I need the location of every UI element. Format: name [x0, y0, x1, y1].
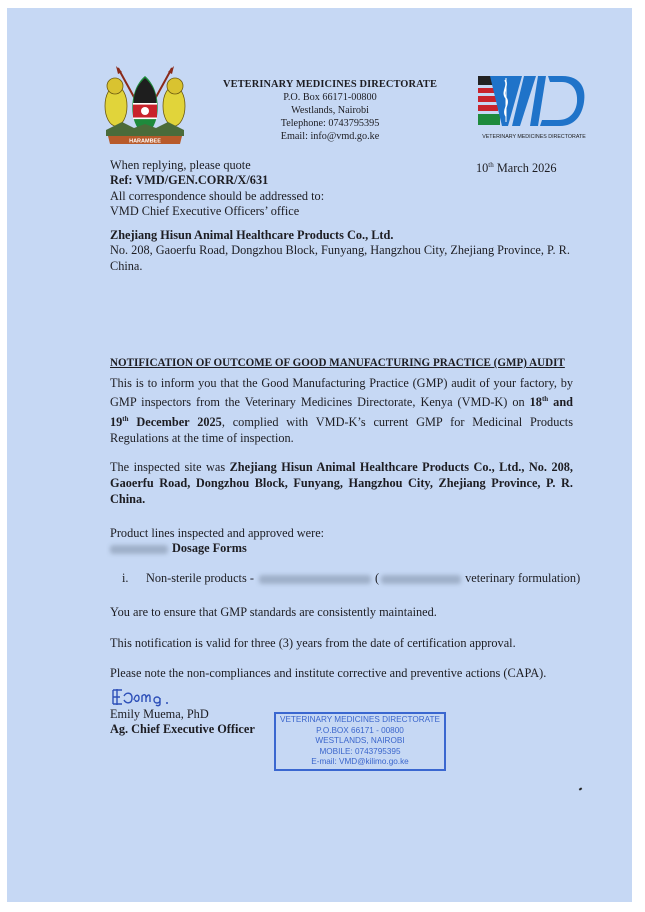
- p1-sup2: th: [122, 414, 129, 423]
- signatory-name: Emily Muema, PhD: [110, 707, 209, 721]
- paragraph-validity: This notification is valid for three (3) years from the date of certification approval.: [110, 636, 516, 650]
- paragraph-audit-outcome: [110, 375, 573, 446]
- p2-site-address: Zhejiang Hisun Animal Healthcare Products Co., Ltd., No. 208, Gaoerfu Road, Dongzhou Block, Funyang, Hangzhou City, Zhejiang Province, P. R. China.: [110, 460, 573, 507]
- product-list-item: [122, 571, 581, 586]
- redacted-text: [110, 545, 168, 554]
- correspondence-line: All correspondence should be addressed to:: [110, 188, 325, 203]
- reference-number: Ref: VMD/GEN.CORR/X/631: [110, 173, 269, 188]
- signatory-title: Ag. Chief Executive Officer: [110, 722, 255, 737]
- p1-day2: and 19: [110, 395, 573, 429]
- product-lines-intro: Product lines inspected and approved were:: [110, 526, 325, 540]
- stamp-line-pobox: P.O.BOX 66171 - 00800: [316, 725, 404, 735]
- stamp-line-org: VETERINARY MEDICINES DIRECTORATE: [280, 715, 440, 724]
- quote-line: When replying, please quote: [110, 158, 251, 172]
- p1-sup1: th: [541, 395, 549, 404]
- addressee-block: [110, 228, 573, 274]
- letter-date: [476, 158, 586, 177]
- redacted-text: [381, 575, 461, 584]
- addressee-address: No. 208, Gaoerfu Road, Dongzhou Block, Funyang, Hangzhou City, Zhejiang Province, P. R. China.: [110, 243, 570, 273]
- paragraph-inspected-site: [110, 459, 573, 508]
- p1-text-a: This is to inform you that the Good Manufacturing Practice (GMP) audit of your factory, by GMP inspectors from the Veterinary Medicines Directorate, Kenya (VMD-K) on: [110, 376, 573, 410]
- signatory-block: [110, 707, 280, 738]
- telephone: Telephone: 0743795395: [280, 118, 380, 129]
- item-text-b: veterinary formulation): [465, 571, 581, 585]
- vmd-logo-icon: [478, 72, 590, 144]
- dosage-forms-label: Dosage Forms: [172, 541, 247, 556]
- paragraph-maintain: You are to ensure that GMP standards are consistently maintained.: [110, 605, 437, 619]
- stamp-line-location: WESTLANDS, NAIROBI: [315, 736, 405, 745]
- list-marker: i.: [122, 571, 129, 585]
- handwritten-signature: [110, 686, 190, 708]
- item-text-a: Non-sterile products -: [146, 571, 257, 585]
- paragraph-capa: Please note the non-compliances and institute corrective and preventive actions (CAPA).: [110, 666, 547, 680]
- crest-motto: HARAMBEE: [129, 138, 161, 145]
- addressee-name: Zhejiang Hisun Animal Healthcare Products Co., Ltd.: [110, 228, 394, 242]
- kenya-coat-of-arms-icon: [100, 64, 190, 152]
- date-day: 10: [476, 161, 489, 176]
- date-suffix: th: [488, 161, 494, 169]
- stamp-line-email: E-mail: VMD@kilimo.go.ke: [311, 757, 409, 766]
- vmd-logo-caption: VETERINARY MEDICINES DIRECTORATE: [482, 134, 586, 140]
- location: Westlands, Nairobi: [291, 105, 369, 116]
- p1-text-b: , complied with VMD-K’s current GMP for Medicinal Products Regulations at the time of inspection.: [110, 414, 573, 445]
- po-box: P.O. Box 66171-00800: [283, 92, 377, 103]
- subject-heading: NOTIFICATION OF OUTCOME OF GOOD MANUFACTURING PRACTICE (GMP) AUDIT: [110, 357, 565, 369]
- reference-block: [110, 158, 440, 220]
- letterhead: [190, 78, 470, 143]
- p1-month-year: December 2025: [128, 414, 222, 429]
- stamp-line-mobile: MOBILE: 0743795395: [319, 746, 401, 756]
- date-month-year: March 2026: [493, 161, 557, 176]
- email: Email: info@vmd.go.ke: [280, 131, 380, 142]
- item-paren: (: [374, 571, 380, 585]
- redacted-text: [259, 575, 371, 584]
- p1-day1: 18: [529, 395, 542, 410]
- p2-text: The inspected site was: [110, 460, 230, 474]
- official-stamp: [274, 712, 446, 771]
- office-line: VMD Chief Executive Officers’ office: [110, 204, 300, 219]
- product-lines-block: [110, 526, 573, 557]
- organization-name: VETERINARY MEDICINES DIRECTORATE: [223, 79, 437, 90]
